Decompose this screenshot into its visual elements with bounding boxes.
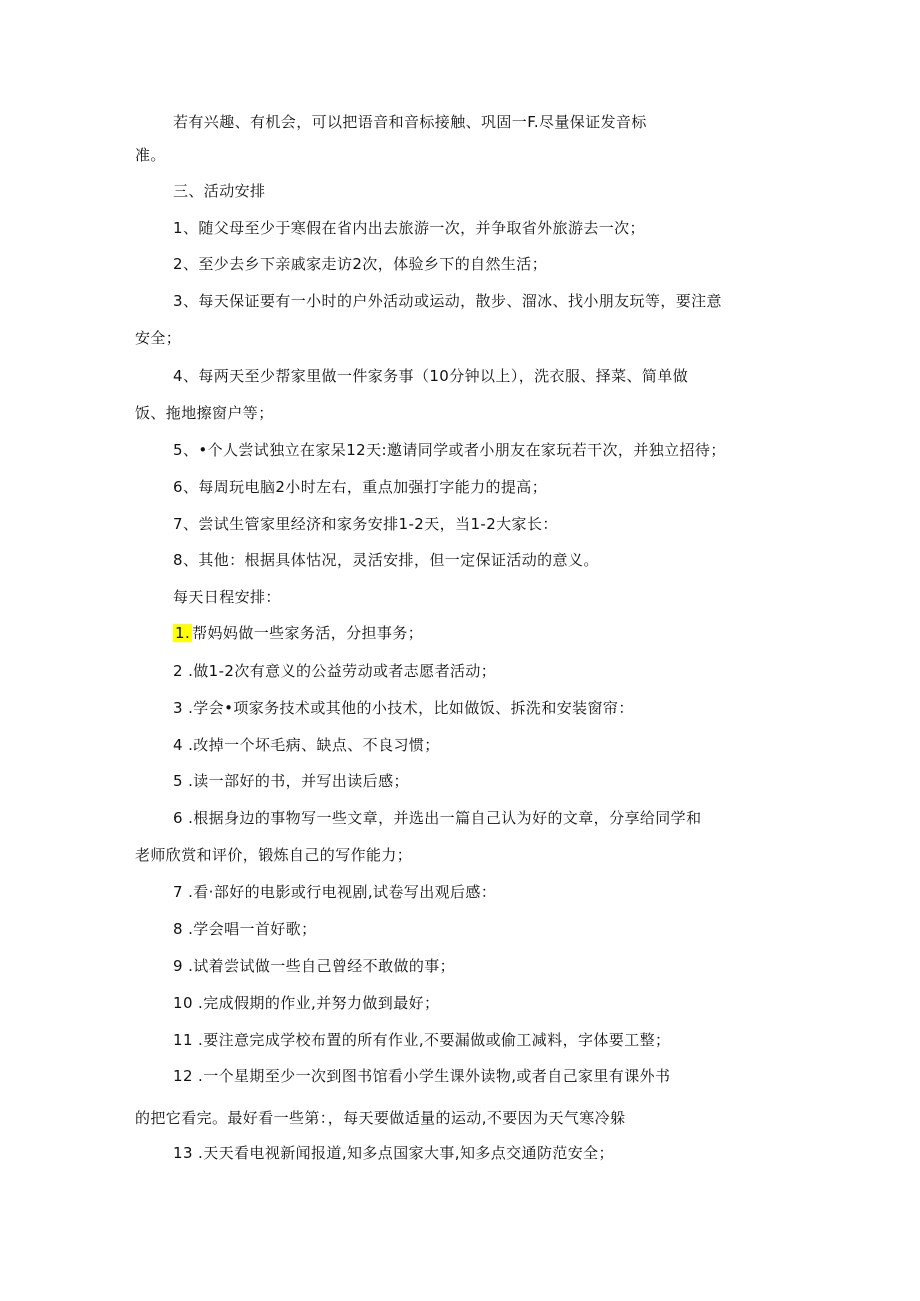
list-item: 1、随父母至少于寒假在省内出去旅游一次，并争取省外旅游去一次； (173, 219, 645, 237)
list-item: 3 .学会•项家务技术或其他的小技术，比如做饭、拆洗和安装窗帘： (173, 699, 634, 717)
list-item-continuation: 饭、拖地擦窗户等； (135, 404, 274, 422)
section-heading: 三、活动安排 (173, 182, 266, 200)
list-item: 13 .天天看电视新闻报道,知多点国家大事,知多点交通防范安全； (173, 1144, 614, 1162)
list-item: 12 .一个星期至少一次到图书馆看小学生课外读物,或者自己家里有课外书 (173, 1067, 671, 1085)
list-item: 9 .试着尝试做一些自己曾经不敢做的事； (173, 957, 456, 975)
paragraph-line: 若有兴趣、有机会，可以把语音和音标接触、巩固一F.尽量保证发音标 (173, 113, 647, 131)
schedule-heading: 每天日程安排： (173, 588, 281, 606)
list-item: 2、至少去乡下亲戚家走访2次，体验乡下的自然生活； (173, 255, 548, 273)
list-item: 10 .完成假期的作业,并努力做到最好； (173, 994, 440, 1012)
list-item: 7、尝试生管家里经济和家务安排1-2天，当1-2大家长： (173, 515, 558, 533)
list-item: 5 .读一部好的书，并写出读后感； (173, 772, 409, 790)
list-item: 4 .改掉一个坏毛病、缺点、不良习惯； (173, 736, 440, 754)
list-item: 8 .学会唱一首好歌； (173, 920, 317, 938)
list-item-continuation: 安全； (135, 329, 182, 347)
list-item: 6 .根据身边的事物写一些文章，并选出一篇自己认为好的文章，分享给同学和 (173, 809, 702, 827)
list-item-text: 帮妈妈做一些家务活，分担事务； (192, 624, 424, 642)
list-item-continuation: 老师欣赏和评价，锻炼自己的写作能力； (135, 846, 413, 864)
list-item: 7 .看·部好的电影或行电视剧,试卷写出观后感： (173, 883, 497, 901)
list-item: 3、每天保证要有一小时的户外活动或运动，散步、溜冰、找小朋友玩等，要注意 (173, 292, 722, 310)
list-item: 11 .要注意完成学校布置的所有作业,不要漏做或偷工减料，字体要工整； (173, 1031, 671, 1049)
highlighted-number: 1. (175, 624, 191, 642)
list-item: 2 .做1-2次有意义的公益劳动或者志愿者活动； (173, 662, 497, 680)
list-item: 6、每周玩电脑2小时左右，重点加强打字能力的提高； (173, 478, 548, 496)
list-item: 5、•个人尝试独立在家呆12天:邀请同学或者小朋友在家玩若干次，并独立招待； (173, 441, 726, 459)
list-item (173, 623, 423, 643)
list-item: 4、每两天至少帮家里做一件家务事（10分钟以上），洗衣服、择菜、简单做 (173, 367, 689, 385)
paragraph-line: 准。 (135, 146, 166, 164)
list-item-continuation: 的把它看完。最好看一些第：，每天要做适量的运动,不要因为天气寒冷躲 (135, 1109, 626, 1127)
list-item: 8、其他：根据具体怙况，灵活安排，但一定保证活动的意义。 (173, 551, 599, 569)
